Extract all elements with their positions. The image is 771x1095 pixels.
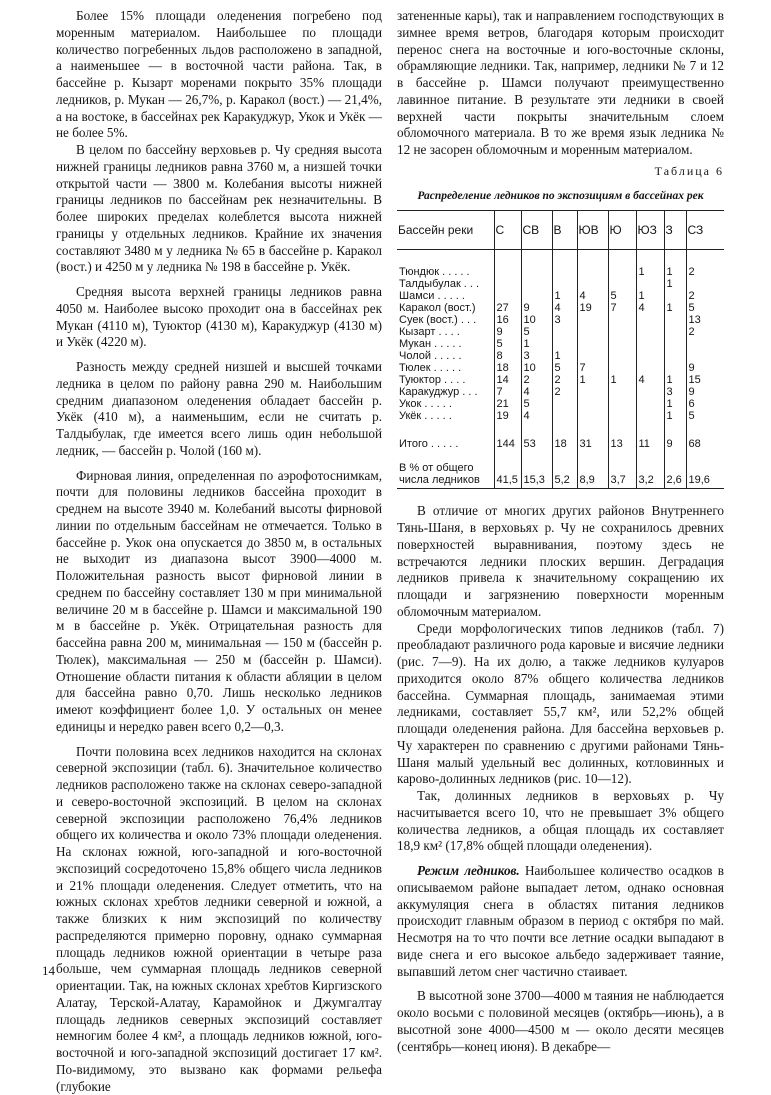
table-cell: 41,5 [494,450,521,489]
table-cell: 53 [521,428,552,450]
basin-name: Каракуджур . . . [397,386,494,398]
table-cell [552,398,577,410]
table-cell [636,350,664,362]
table-row [397,326,724,338]
table-cell: 1 [521,338,552,350]
table-cell: 8 [494,350,521,362]
table-cell: 5 [521,326,552,338]
basin-name: Тюндюк . . . . . [397,250,494,279]
paragraph-regime [397,863,724,980]
table-row [397,290,724,302]
paragraph-valley-glaciers: Так, долинных ледников в верховьях р. Чу насчитывается всего 10, что не превышает 3% общего количества ледников, а общая площадь их составляет 18,9 км² (17,8% общей площади оледенения). [397,788,724,855]
table-row [397,250,724,279]
paragraph-lower-boundary: В целом по бассейну верховьев р. Чу средняя высота нижней границы ледников равна 3760 м, а низшей точки открытой части — 3800 м. Колебания высоты нижней границы ледников по бассейнам рек незначительны. В более широких пределах колеблется высота нижней границы у отдельных ледников. Крайние их значения составляют 3480 м у ледника № 65 в бассейне р. Каракол (вост.) и 4250 м у ледника № 198 в бассейне р. Укёк. [56,142,382,276]
table-cell [664,338,686,350]
table-row [397,374,724,386]
page-number: 14 [42,963,55,979]
table-cell: 7 [577,362,608,374]
table-cell: 15 [686,374,724,386]
paragraph-continuation: затененные кары), так и направлением господствующих в зимнее время ветров, благодаря которым происходит перенос снега на восточные и юго-восточные склоны, обрамляющие ледники. Так, например, ледники № 7 и 12 в бассейне р. Шамси получают преимущественно лавинное питание. В результате эти ледники в своей верхней части покрыты значительным слоем обломочного материала. В то же время язык ледника № 12 не засорен обломочным и моренным материалом. [397,8,724,159]
paragraph-melting: В высотной зоне 3700—4000 м таяния не наблюдается около восьми с половиной месяцев (октябрь—июнь), а в высотной зоне 4000—4500 м — около десяти месяцев (сентябрь—конец июня). В декабре— [397,988,724,1055]
table-cell: 3 [521,350,552,362]
table-cell: 1 [552,350,577,362]
table-cell [494,250,521,279]
table-header-row [397,211,724,250]
table-cell [636,338,664,350]
header-ne: СВ [521,211,552,250]
table-cell [577,250,608,279]
paragraph-exposure: Почти половина всех ледников находится на склонах северной экспозиции (табл. 6). Значительное количество ледников расположено также на склонах северо-западной и северо-восточной экспозиций. В целом на склонах северной экспозиции расположено 76,4% ледников общего их количества и около 73% площади оледенения. На склонах южной, юго-западной и юго-восточной экспозиций сосредоточено 15,8% общего числа ледников и 21% площади оледенения. Следует отметить, что на южных склонах хребтов ледники северной и южной, а также близких к ним экспозиций по количеству распределяются примерно поровну, однако суммарная площадь ледников южной ориентации в четыре раза больше, чем суммарная площадь ледников северной ориентации. Так, на южных склонах хребтов Киргизского Алатау, Терской-Алатау, Карамойнок и Джумгалтау площадь ледников северных экспозиций составляет немногим более 4 км², а площадь ледников южной, юго-восточной и юго-западной экспозиций достигает 17 км². По-видимому, это вызвано как формами рельефа (глубокие [56,744,382,1095]
table-cell: 19 [494,410,521,428]
table-cell: 10 [521,362,552,374]
table-cell: 13 [686,314,724,326]
basin-name: Шамси . . . . . [397,290,494,302]
table-cell: 1 [664,278,686,290]
table-cell: 11 [636,428,664,450]
table-cell: 19,6 [686,450,724,489]
header-sw: ЮЗ [636,211,664,250]
table-cell: 3 [664,386,686,398]
table-cell: 5 [686,302,724,314]
table-cell [664,362,686,374]
table-cell: 3,7 [608,450,636,489]
table-cell [608,362,636,374]
section-heading-regime: Режим ледников. [417,863,520,878]
table-cell: 4 [636,374,664,386]
table-cell [521,290,552,302]
table-cell [636,314,664,326]
right-column [397,8,724,1055]
table-cell [552,410,577,428]
table-row [397,410,724,428]
table-row [397,398,724,410]
table-cell [577,350,608,362]
regime-text: Наибольшее количество осадков в описываемом районе выпадает летом, однако основная аккумуляция снега в областях питания ледников происходит главным образом в период с октября по май. Несмотря на то что почти все летние осадки выпадают в виде снега и его высокое альбедо задерживает таяние, выпавший летом снег частично стаивает. [397,863,724,979]
table-cell: 1 [664,410,686,428]
table-cell: 9 [686,386,724,398]
table-cell: 18 [494,362,521,374]
table-cell [686,278,724,290]
table-cell: 2 [686,250,724,279]
table-cell: 1 [577,374,608,386]
table-cell: 19 [577,302,608,314]
table-cell: 4 [636,302,664,314]
table-cell [552,250,577,279]
table-row [397,302,724,314]
table-cell: 4 [521,386,552,398]
table-row [397,386,724,398]
table-cell: 31 [577,428,608,450]
header-w: З [664,211,686,250]
table-cell: 5 [608,290,636,302]
header-basin: Бассейн реки [397,211,494,250]
percent-label-line2: числа ледников [399,474,480,486]
left-column [56,8,382,1095]
table-cell [636,326,664,338]
table-cell: 9 [521,302,552,314]
table-row [397,362,724,374]
table-cell [577,410,608,428]
paragraph-morphology: Среди морфологических типов ледников (табл. 7) преобладают различного рода каровые и висячие ледники (рис. 7—9). На их долю, а также ледников кулуаров приходится около 87% общего количества ледников бассейна. Суммарная площадь, занимаемая этими ледниками, составляет 55,7 км², или 52,2% общей площади оледенения района. Для бассейна верховьев р. Чу характерен по сравнению с другими районами Тянь-Шаня малый удельный вес долинных, котловинных и карово-долинных ледников (рис. 10—12). [397,621,724,789]
table-cell: 2 [552,374,577,386]
table-cell [636,362,664,374]
basin-name: Чолой . . . . . [397,350,494,362]
table-cell: 4 [552,302,577,314]
table-total-row [397,428,724,450]
table-number: Таблица 6 [397,163,724,180]
table-cell: 27 [494,302,521,314]
table-cell: 5 [552,362,577,374]
table-cell [577,386,608,398]
table-cell [552,338,577,350]
table-cell [664,326,686,338]
basin-name: Кызарт . . . . [397,326,494,338]
header-s: Ю [608,211,636,250]
table-cell: 144 [494,428,521,450]
table-cell [636,398,664,410]
table-cell [608,398,636,410]
table-cell: 9 [686,362,724,374]
table-cell: 6 [686,398,724,410]
table-cell [664,290,686,302]
header-nw: СЗ [686,211,724,250]
table-cell [577,338,608,350]
table-cell: 14 [494,374,521,386]
table-cell: 2 [521,374,552,386]
table-cell: 1 [664,398,686,410]
table-cell [577,326,608,338]
table-title: Распределение ледников по экспозициям в бассейнах рек [397,188,724,205]
table-cell: 1 [636,290,664,302]
table-cell [608,410,636,428]
table-row [397,350,724,362]
table-cell: 13 [608,428,636,450]
paragraph-buried-ice: Более 15% площади оледенения погребено под моренным материалом. Наибольшее по площади количество погребенных льдов расположено в западной, а наименьшее — в восточной части района. Так, в бассейне р. Кызарт моренами покрыто 35% площади ледников, р. Мукан — 26,7%, р. Каракол (вост.) — 21,4%, а на востоке, в бассейнах рек Каракуджур, Укок и Укёк — не более 5%. [56,8,382,142]
table-row [397,338,724,350]
table-cell [664,314,686,326]
basin-name: Туюктор . . . . [397,374,494,386]
table-cell [608,386,636,398]
table-cell: 16 [494,314,521,326]
paragraph-upper-boundary: Средняя высота верхней границы ледников равна 4050 м. Наиболее высоко проходит она в бассейнах рек Мукан (4110 м), Туюктор (4130 м), Каракуджур (4130 м) и Укёк (4220 м). [56,284,382,351]
table-row [397,278,724,290]
basin-name: Тюлек . . . . . [397,362,494,374]
table-cell: 1 [608,374,636,386]
table-cell: 9 [664,428,686,450]
table-cell [552,278,577,290]
table-cell [608,278,636,290]
table-cell: 10 [521,314,552,326]
table-cell [686,350,724,362]
table-cell: 18 [552,428,577,450]
table-cell: 21 [494,398,521,410]
paragraph-height-range: Разность между средней низшей и высшей точками ледника в целом по району равна 290 м. Наибольшим средним диапазоном оледенения обладает бассейн р. Укёк (410 м), а наименьшим, если не считать р. Талдыбулак, где имеется всего лишь один небольшой ледник, — бассейн р. Чолой (160 м). [56,359,382,460]
table-cell: 5 [494,338,521,350]
total-label: Итого . . . . . [397,428,494,450]
table-cell: 7 [494,386,521,398]
table-cell [608,326,636,338]
table-cell: 4 [521,410,552,428]
table-cell [577,278,608,290]
table-cell: 2 [686,326,724,338]
paragraph-firn-line: Фирновая линия, определенная по аэрофотоснимкам, почти для половины ледников бассейна проходит в среднем на высоте 3940 м. Колебаний высоты фирновой линии по отдельным бассейнам не отмечается. Только в бассейне р. Укок она опускается до 3850 м, в остальных не выходит из диапазона высот 3900—4000 м. Положительная разность высот фирновой линии в среднем по бассейну составляет 130 м при минимальной величине 20 м в бассейне р. Шамси и максимальной 190 м в бассейне р. Укёк. Отрицательная разность для бассейна равна 200 м, минимальная — 150 м (бассейн р. Тюлек), максимальная — 250 м (бассейн р. Шамси). Отношение области питания к области абляции в целом для бассейна равно 0,70. Лишь несколько ледников имеют коэффициент более 1,0. У остальных он менее единицы и нередко равен всего 0,2—0,3. [56,468,382,736]
basin-name: Укёк . . . . . [397,410,494,428]
table-cell: 1 [664,374,686,386]
table-cell [636,386,664,398]
table-cell: 5 [686,410,724,428]
header-e: В [552,211,577,250]
table-cell [636,410,664,428]
basin-name: Суек (вост.) . . . [397,314,494,326]
table-cell: 2 [686,290,724,302]
table-cell: 9 [494,326,521,338]
table-cell: 1 [552,290,577,302]
exposure-table [397,210,724,489]
table-cell [521,278,552,290]
table-cell: 7 [608,302,636,314]
table-cell: 5,2 [552,450,577,489]
basin-name: Каракол (вост.) [397,302,494,314]
table-cell: 1 [664,302,686,314]
table-cell: 5 [521,398,552,410]
table-cell: 4 [577,290,608,302]
table-percent-row [397,450,724,489]
table-cell: 68 [686,428,724,450]
table-cell [494,278,521,290]
table-cell [664,350,686,362]
table-cell [552,326,577,338]
table-cell: 8,9 [577,450,608,489]
basin-name: Укок . . . . . [397,398,494,410]
percent-label [397,450,494,489]
table-cell [577,398,608,410]
table-cell: 1 [636,250,664,279]
table-cell [577,314,608,326]
basin-name: Талдыбулак . . . [397,278,494,290]
percent-label-line1: В % от общего [399,462,474,474]
table-cell: 3 [552,314,577,326]
basin-name: Мукан . . . . . [397,338,494,350]
table-cell: 2 [552,386,577,398]
table-cell [686,338,724,350]
table-cell [521,250,552,279]
header-n: С [494,211,521,250]
table-cell [608,250,636,279]
table-cell: 1 [664,250,686,279]
paragraph-degradation: В отличие от многих других районов Внутреннего Тянь-Шаня, в верховьях р. Чу не сохранилось древних поверхностей выравнивания, поэтому здесь не встречаются ледники плоских вершин. Деградация ледников привела к значительному сокращению их площади и загрязнению поверхности моренным обломочным материалом. [397,503,724,620]
table-cell: 15,3 [521,450,552,489]
table-cell [494,290,521,302]
table-cell [636,278,664,290]
header-se: ЮВ [577,211,608,250]
table-cell [608,350,636,362]
table-cell: 3,2 [636,450,664,489]
table-row [397,314,724,326]
table-cell [608,314,636,326]
table-cell [608,338,636,350]
table-cell: 2,6 [664,450,686,489]
